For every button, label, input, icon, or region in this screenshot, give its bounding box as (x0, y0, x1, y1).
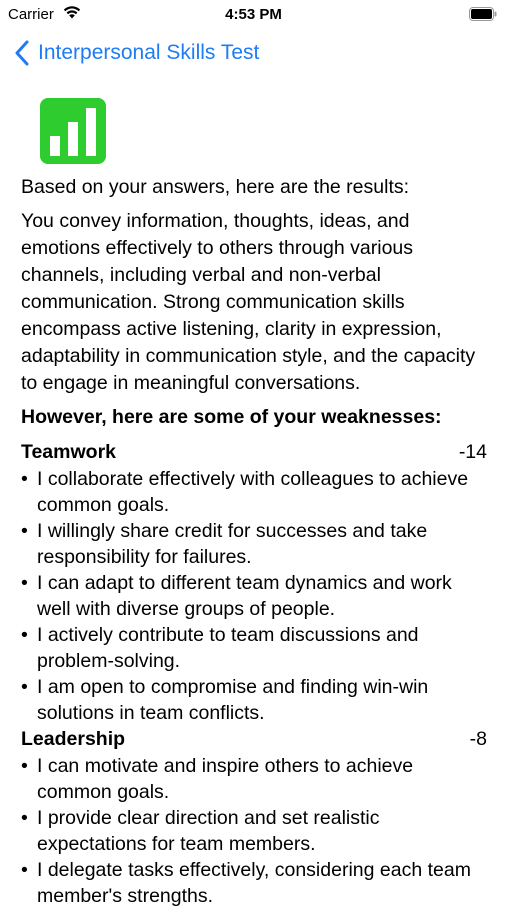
weakness-list (21, 466, 489, 726)
carrier-label: Carrier (8, 6, 54, 23)
status-time: 4:53 PM (225, 6, 282, 23)
bar-chart-icon (40, 98, 106, 164)
status-bar (0, 0, 507, 28)
back-button-label: Interpersonal Skills Test (38, 41, 260, 64)
section-title: Teamwork (21, 441, 117, 463)
section-title: Leadership (21, 728, 126, 750)
section-header (21, 726, 489, 753)
section-header (21, 439, 489, 466)
results-summary: You convey information, thoughts, ideas, and emotions effectively to others through various channels, including verbal and non-verbal communication. Strong communication skills encompass active listening, clarity in expression, adaptability in communication style, and the capacity to engage in meaningful conversations. (21, 210, 476, 394)
results-content (21, 174, 489, 909)
battery-icon (469, 7, 497, 21)
list-item: • I willingly share credit for successes and take responsibility for failures. (21, 518, 489, 570)
section-leadership (21, 726, 489, 909)
list-item: • I collaborate effectively with colleagues to achieve common goals. (21, 466, 489, 518)
section-teamwork (21, 439, 489, 726)
weakness-list (21, 753, 489, 909)
list-item: • I actively contribute to team discussions and problem-solving. (21, 622, 489, 674)
list-item: • I can adapt to different team dynamics and work well with diverse groups of people. (21, 570, 489, 622)
list-item: • I am open to compromise and finding win-win solutions in team conflicts. (21, 674, 489, 726)
results-intro: Based on your answers, here are the results: (21, 176, 410, 198)
list-item: • I delegate tasks effectively, considering each team member's strengths. (21, 857, 489, 909)
back-button[interactable] (14, 40, 259, 66)
chevron-left-icon (14, 40, 30, 66)
list-item: • I provide clear direction and set realistic expectations for team members. (21, 805, 489, 857)
section-score: -14 (458, 441, 487, 463)
navigation-bar (0, 36, 507, 72)
weaknesses-heading: However, here are some of your weaknesses: (21, 406, 442, 428)
list-item: • I can motivate and inspire others to achieve common goals. (21, 753, 489, 805)
section-score: -8 (469, 728, 487, 750)
